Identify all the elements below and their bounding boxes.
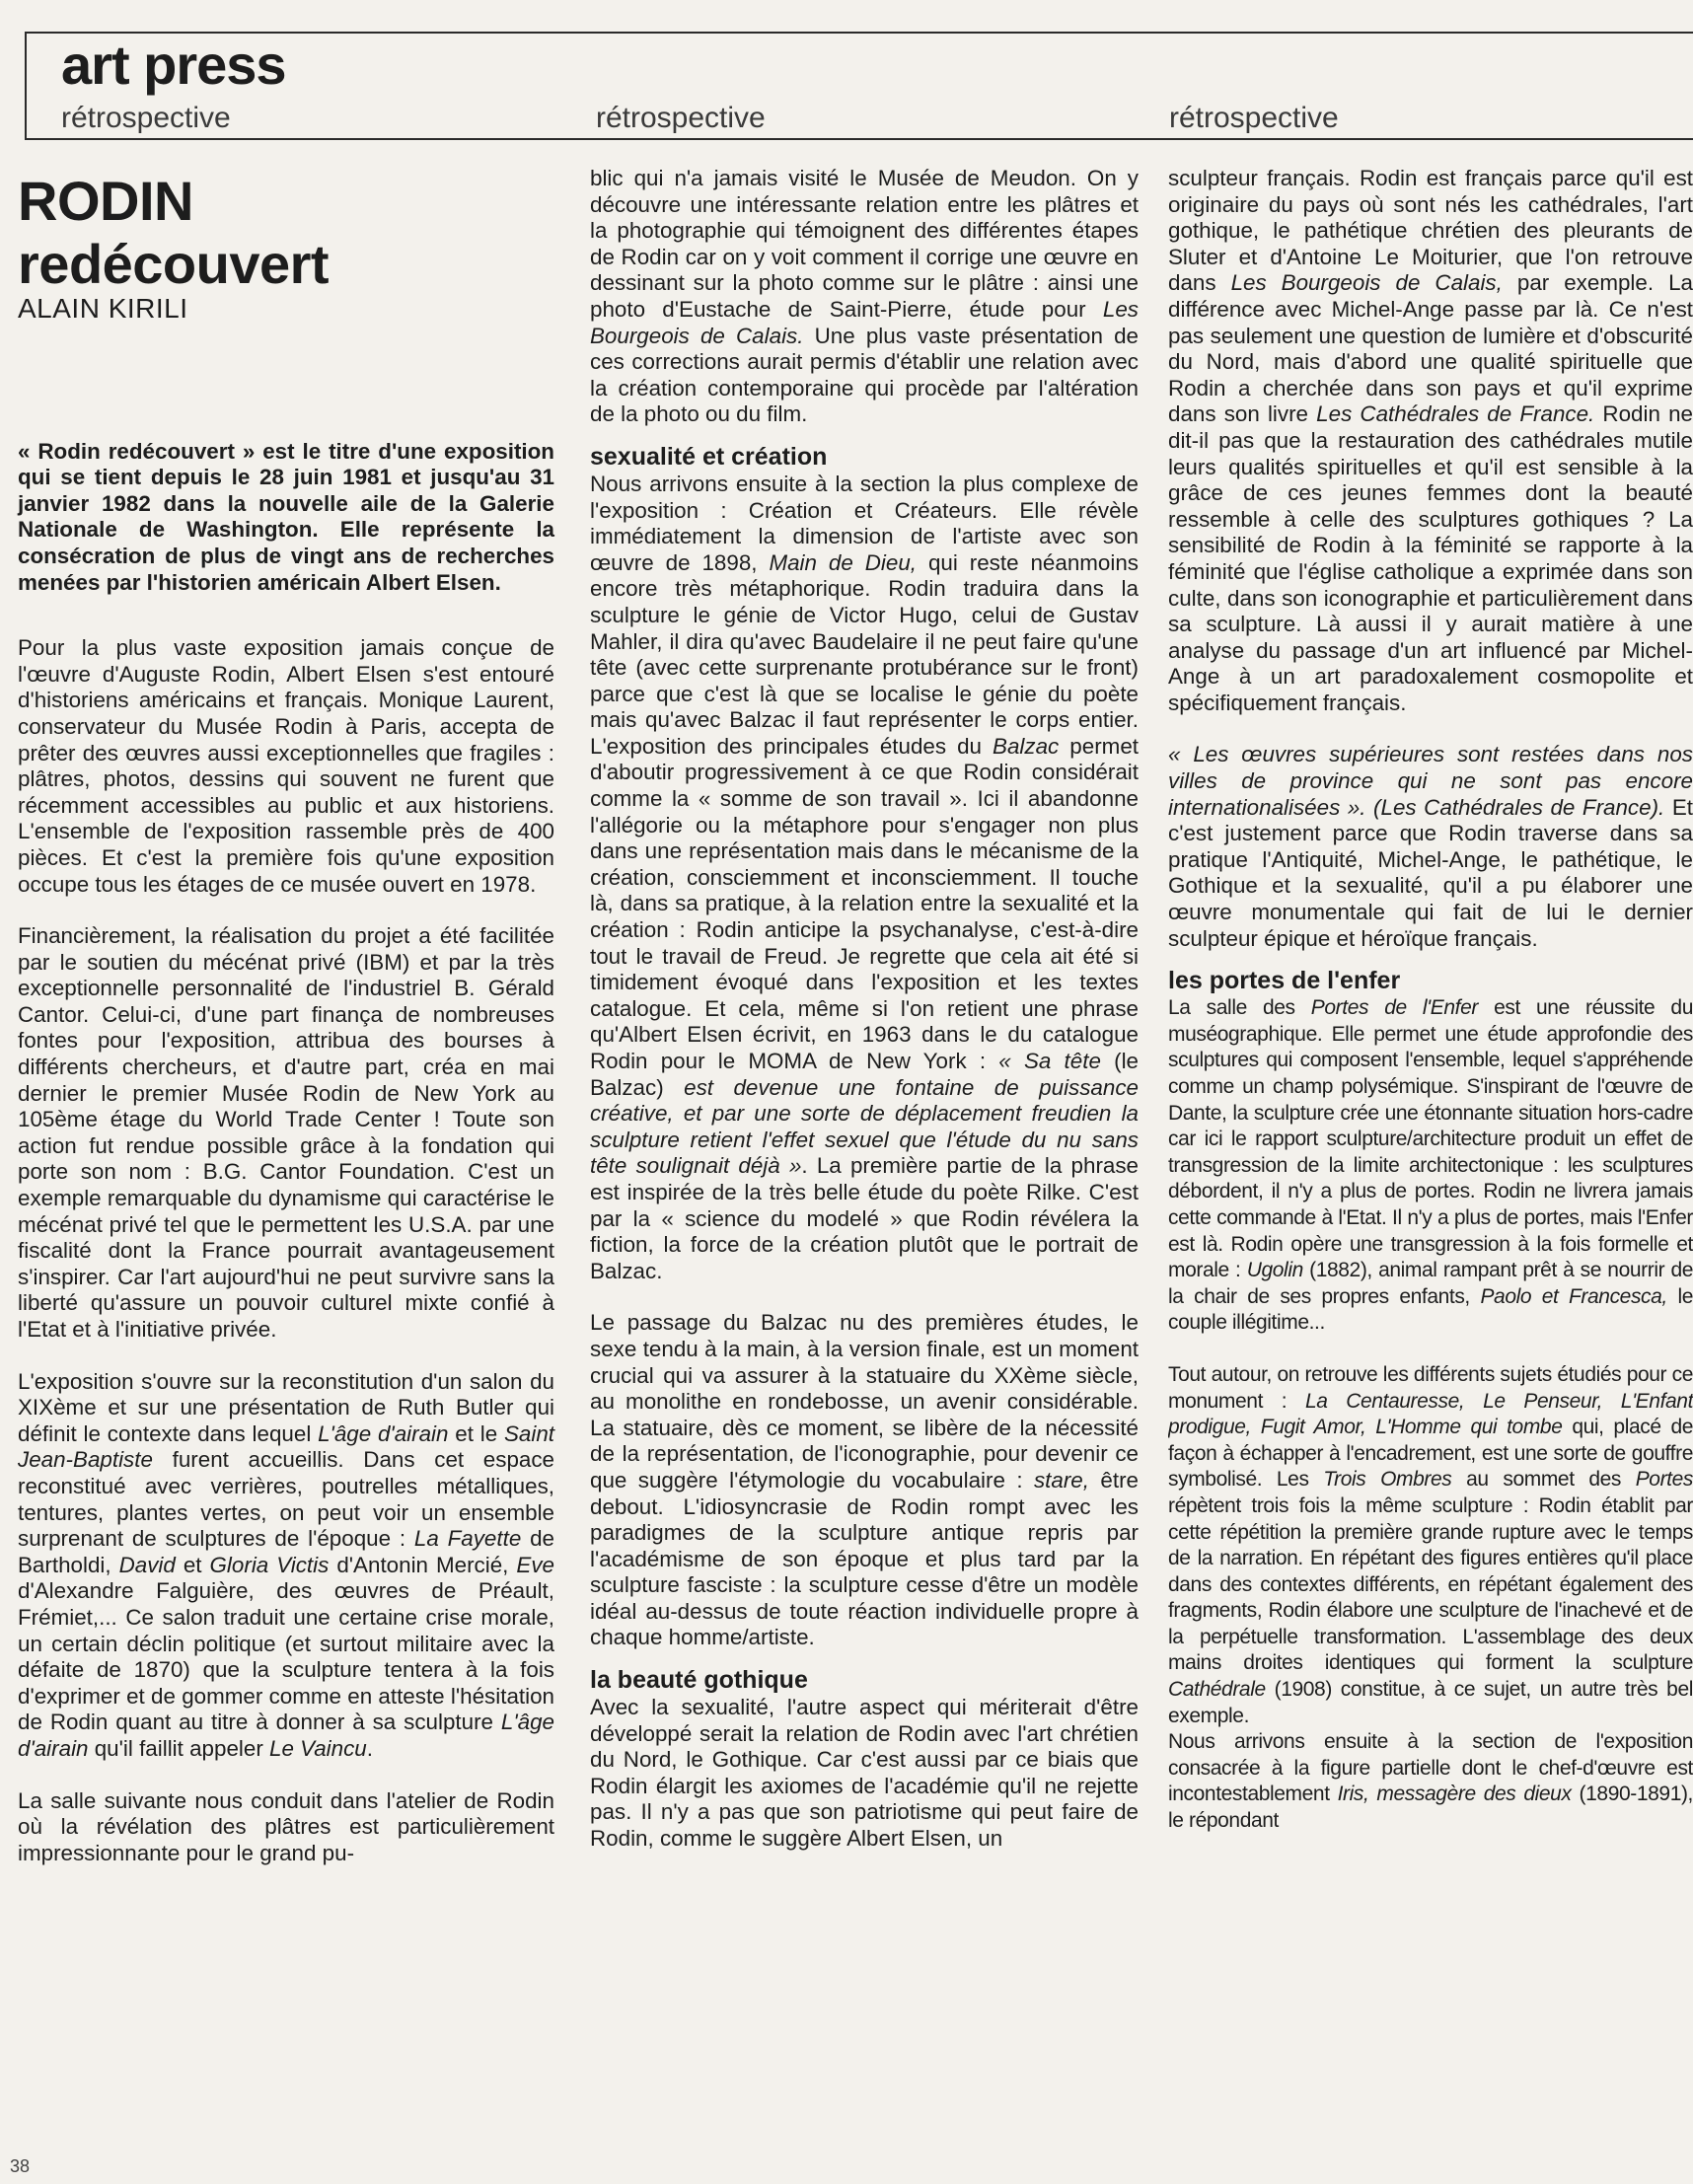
- paragraph: Pour la plus vaste exposition jamais conçue de l'œuvre d'Auguste Rodin, Albert Elsen s'est entouré d'historiens américains et français. Monique Laurent, conservateur du Musée Rodin à Paris, accepta de prêter des œuvres aussi exceptionnelles que fragiles : plâtres, photos, dessins qui souvent ne furent que récemment accessibles au public et aux historiens. L'ensemble de l'exposition rassemble près de 400 pièces. Et c'est la première fois qu'une exposition occupe tous les étages de ce musée ouvert en 1978.: [18, 635, 554, 897]
- section-heading: sexualité et création: [590, 442, 828, 471]
- paragraph: Le passage du Balzac nu des premières études, le sexe tendu à la main, à la version finale, est un moment crucial qui va assurer à la statuaire du XXème siècle, au monolithe en rondebosse, un avenir considérable. La statuaire, dès ce moment, se libère de la nécessité de la représentation, de l'iconographie, pour devenir ce que suggère l'étymologie du vocabulaire : stare, être debout. L'idiosyncrasie de Rodin rompt avec les paradigmes de la sculpture antique repris par l'académisme de son époque et plus tard par la sculpture fasciste : la sculpture cesse d'être un modèle idéal au-dessus de toute réaction individuelle propre à chaque homme/artiste.: [590, 1310, 1139, 1650]
- section-heading: les portes de l'enfer: [1168, 967, 1401, 995]
- rubric-label: rétrospective: [596, 102, 766, 134]
- article-title: RODIN redécouvert: [18, 170, 330, 295]
- lead-paragraph: « Rodin redécouvert » est le titre d'une exposition qui se tient depuis le 28 juin 1981 et jusqu'au 31 janvier 1982 dans la nouvelle aile de la Galerie Nationale de Washington. Elle représente la consécration de plus de vingt ans de recherches menées par l'historien américain Albert Elsen.: [18, 438, 554, 595]
- magazine-title: art press: [61, 34, 286, 96]
- rubric-label: rétrospective: [1169, 102, 1339, 134]
- column-3: [1168, 166, 1693, 1835]
- paragraph: La salle suivante nous conduit dans l'atelier de Rodin où la révélation des plâtres est particulièrement impressionnante pour le grand pu-: [18, 1787, 554, 1865]
- column-2: [590, 166, 1139, 1853]
- paragraph: sculpteur français. Rodin est français parce qu'il est originaire du pays où sont nés les cathédrales, l'art gothique, le pathétique chrétien des pleurants de Sluter et d'Antoine Le Moiturier, que l'on retrouve dans Les Bourgeois de Calais, par exemple. La différence avec Michel-Ange passe par là. Ce n'est pas seulement une question de lumière et d'obscurité du Nord, mais d'abord une qualité spirituelle que Rodin a cherchée dans son pays et qu'il exprime dans son livre Les Cathédrales de France. Rodin ne dit-il pas que la restauration des cathédrales mutile leurs qualités spirituelles et qu'il est sensible à la grâce de ces jeunes femmes dont la beauté ressemble à celle des sculptures gothiques ? La sensibilité de Rodin à la féminité se rapporte à la féminité que l'église catholique a exprimée dans son culte, dans son iconographie et particulièrement dans sa sculpture. Là aussi il y aurait matière à une analyse du passage d'un art influencé par Michel-Ange à un art paradoxalement cosmopolite et spécifiquement français.: [1168, 166, 1693, 715]
- paragraph: L'exposition s'ouvre sur la reconstitution d'un salon du XIXème et sur une présentation de Ruth Butler qui définit le contexte dans lequel L'âge d'airain et le Saint Jean-Baptiste furent accueillis. Dans cet espace reconstitué avec verrières, poutrelles métalliques, tentures, plantes vertes, on peut voir un ensemble surprenant de sculptures de l'époque : La Fayette de Bartholdi, David et Gloria Victis d'Antonin Mercié, Eve d'Alexandre Falguière, des œuvres de Préault, Frémiet,... Ce salon traduit une certaine crise morale, un certain déclin politique (et surtout militaire avec la défaite de 1870) que la sculpture tentera à la fois d'exprimer et de gommer comme en atteste l'hésitation de Rodin quant au titre à donner à sa sculpture L'âge d'airain qu'il faillit appeler Le Vaincu.: [18, 1368, 554, 1761]
- paragraph: Tout autour, on retrouve les différents sujets étudiés pour ce monument : La Centauresse, Le Penseur, L'Enfant prodigue, Fugit Amor, L'Homme qui tombe qui, placé de façon à échapper à l'encadrement, est une sorte de gouffre symbolisé. Les Trois Ombres au sommet des Portes répètent trois fois la même sculpture : Rodin établit par cette répétition la première grande rupture avec le temps de la narration. En répétant des figures entières qu'il place dans des contextes différents, en répétant également des fragments, Rodin élabore une sculpture de l'inachevé et de la perpétuelle transformation. L'assemblage des deux mains droites identiques qui forment la sculpture Cathédrale (1908) constitue, à ce sujet, un autre très bel exemple.: [1168, 1362, 1693, 1727]
- paragraph: blic qui n'a jamais visité le Musée de Meudon. On y découvre une intéressante relation entre les plâtres et la photographie qui témoignent des différentes étapes de Rodin car on y voit comment il corrige une œuvre en dessinant sur la photo comme sur le plâtre : ainsi une photo d'Eustache de Saint-Pierre, étude pour Les Bourgeois de Calais. Une plus vaste présentation de ces corrections aurait permis d'établir une relation avec la création contemporaine qui procède par l'altération de la photo ou du film.: [590, 166, 1139, 427]
- paragraph: Nous arrivons ensuite à la section de l'exposition consacrée à la figure partielle dont le chef-d'œuvre est incontestablement Iris, messagère des dieux (1890-1891), le répondant: [1168, 1730, 1693, 1833]
- author: ALAIN KIRILI: [18, 293, 188, 324]
- paragraph: Nous arrivons ensuite à la section la plus complexe de l'exposition : Création et Créateurs. Elle révèle immédiatement la dimension de l'artiste avec son œuvre de 1898, Main de Dieu, qui reste néanmoins encore très métaphorique. Rodin traduira dans la sculpture le génie de Victor Hugo, celui de Gustav Mahler, il dira qu'avec Baudelaire il ne peut faire qu'une tête (avec cette surprenante protubérance sur le front) parce que c'est là que se localise le génie du poète mais qu'avec Balzac il faut représenter le corps entier. L'exposition des principales études du Balzac permet d'aboutir progressivement à ce que Rodin considérait comme la « somme de son travail ». Ici il abandonne l'allégorie ou la métaphore pour s'engager non plus dans une représentation mais dans le mécanisme de la création, consciemment et inconsciemment. Il touche là, dans sa pratique, à la relation entre la sexualité et la création : Rodin anticipe la psychanalyse, c'est-à-dire tout le travail de Freud. Je regrette que cela ait été si timidement évoqué dans l'exposition et les textes catalogue. Et cela, même si l'on retient une phrase qu'Albert Elsen écrivit, en 1963 dans le du catalogue Rodin pour le MOMA de New York : « Sa tête (le Balzac) est devenue une fontaine de puissance créative, et par une sorte de déplacement freudien la sculpture retient l'effet sexuel que l'étude du nu sans tête soulignait déjà ». La première partie de la phrase est inspirée de la très belle étude du poète Rilke. C'est par la « science du modelé » que Rodin révélera la fiction, la force de la création plutôt que le portrait de Balzac.: [590, 471, 1140, 1283]
- page-number: 38: [10, 2156, 31, 2176]
- paragraph: Avec la sexualité, l'autre aspect qui mériterait d'être développé serait la relation de Rodin avec l'art chrétien du Nord, le Gothique. Car c'est aussi par ce biais que Rodin élargit les axiomes de l'académie qu'il ne rejette pas. Il n'y a pas que son patriotisme qui peut faire de Rodin, comme le suggère Albert Elsen, un: [590, 1695, 1139, 1852]
- section-heading: la beauté gothique: [590, 1666, 808, 1695]
- column-1: [18, 166, 554, 1866]
- paragraph: La salle des Portes de l'Enfer est une réussite du muséographique. Elle permet une étude approfondie des sculptures qui composent l'ensemble, lequel s'appréhende comme un champ polysémique. S'inspirant de l'œuvre de Dante, la sculpture crée une étonnante situation hors-cadre car ici le rapport sculpture/architecture produit un effet de transgression de la limite architectonique : les sculptures débordent, il n'y a plus de portes. Rodin ne livrera jamais cette commande à l'Etat. Il n'y a plus de portes, mais l'Enfer est là. Rodin opère une transgression à la fois formelle et morale : Ugolin (1882), animal rampant prêt à se nourrir de la chair de ses propres enfants, Paolo et Francesca, le couple illégitime...: [1168, 996, 1693, 1335]
- rubric-label: rétrospective: [61, 102, 231, 134]
- paragraph: « Les œuvres supérieures sont restées dans nos villes de province qui ne sont pas encore internationalisées ». (Les Cathédrales de France). Et c'est justement parce que Rodin traverse dans sa pratique l'Antiquité, Michel-Ange, le pathétique, le Gothique et la sexualité, qu'il a pu élaborer une œuvre monumentale qui fait de lui le dernier sculpteur épique et héroïque français.: [1168, 742, 1693, 951]
- paragraph: Financièrement, la réalisation du projet a été facilitée par le soutien du mécénat privé (IBM) et par la très exceptionnelle personnalité de l'industriel B. Gérald Cantor. Celui-ci, d'une part finança de nombreuses fontes pour l'exposition, attribua des bourses à différents chercheurs, et d'autre part, créa en mai dernier le premier Musée Rodin de New York au 105ème étage du World Trade Center ! Toute son action fut rendue possible grâce à la fondation qui porte son nom : B.G. Cantor Foundation. C'est un exemple remarquable du dynamisme qui caractérise le mécénat privé tel que le permettent les U.S.A. par une fiscalité dont la France pourrait avantageusement s'inspirer. Car l'art aujourd'hui ne peut survivre sans la liberté qu'assure un pouvoir culturel mixte confié à l'Etat et à l'initiative privée.: [18, 923, 554, 1342]
